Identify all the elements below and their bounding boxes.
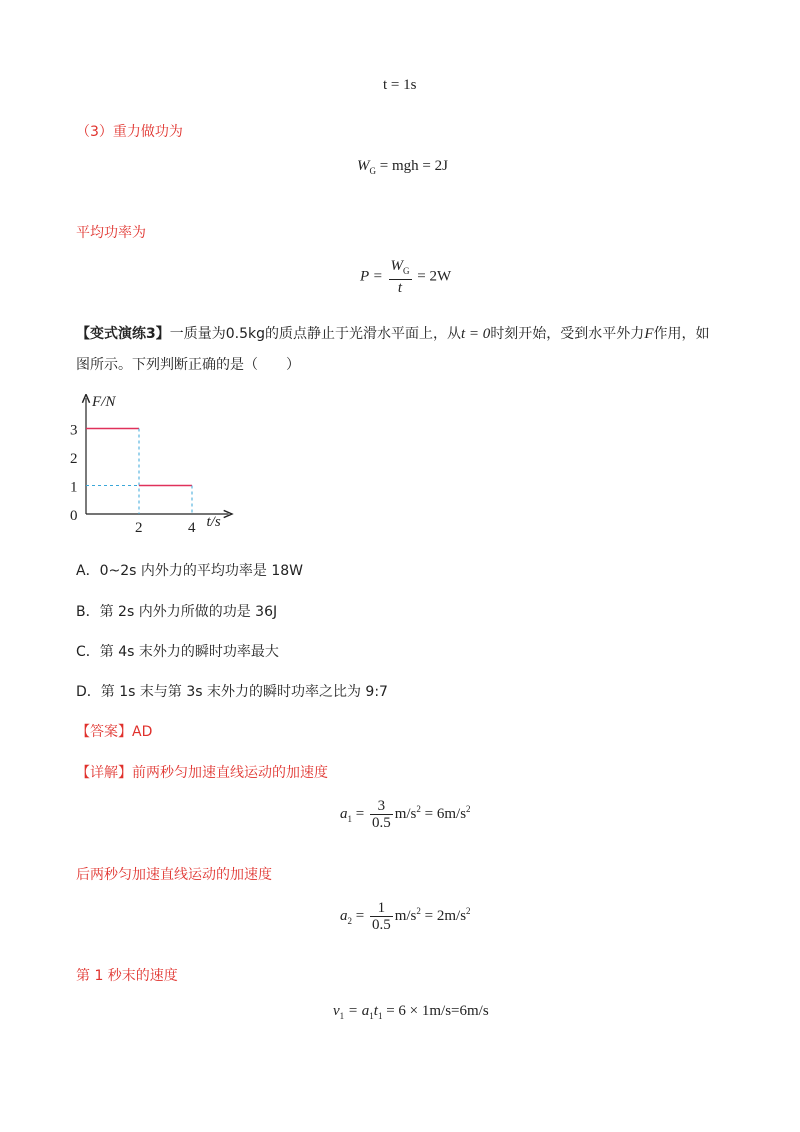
problem-text-a: 一质量为0.5kg的质点静止于光滑水平面上，从	[169, 326, 462, 342]
power-lhs: P =	[360, 268, 383, 285]
v1-t-sub: 1	[377, 1011, 383, 1021]
y-tick-label-3: 3	[70, 422, 78, 439]
a1-numerator: 3	[370, 798, 393, 815]
work-equation	[357, 158, 448, 176]
v1-symbol: v	[333, 1003, 340, 1019]
a1-unit-exp: 2	[416, 803, 421, 814]
work-subscript: G	[369, 166, 376, 176]
a2-unit: m/s	[394, 907, 417, 924]
a2-rhs: = 2m/s	[420, 907, 467, 924]
v1-equation	[333, 1003, 489, 1021]
problem-line-1	[76, 323, 709, 343]
part3-heading: （3）重力做功为	[76, 124, 183, 140]
power-numerator	[389, 258, 412, 280]
avg-power-heading: 平均功率为	[76, 225, 146, 241]
a2-fraction	[370, 900, 393, 933]
t-result-equation	[383, 77, 416, 94]
answer-value: AD	[132, 724, 153, 740]
detail-text-1: 前两秒匀加速直线运动的加速度	[132, 765, 328, 781]
power-num-symbol: W	[390, 258, 404, 274]
y-tick-label-2: 2	[70, 451, 78, 467]
a1-denominator: 0.5	[371, 815, 391, 831]
a2-subscript: 2	[347, 915, 352, 926]
a2-unit-exp: 2	[416, 905, 421, 916]
t0-symbol: t = 0	[461, 326, 491, 342]
option-c: C．第 4s 末外力的瞬时功率最大	[76, 644, 279, 660]
problem-label: 【变式演练3】	[76, 326, 170, 342]
a1-rhs: = 6m/s	[420, 805, 467, 822]
problem-text-c: 作用，如	[653, 326, 710, 342]
a2-symbol: a	[340, 907, 348, 924]
work-symbol: W	[357, 158, 370, 174]
x-axis-label: t/s	[206, 514, 221, 530]
answer-line	[76, 721, 152, 741]
v1-mid: = a	[347, 1003, 370, 1019]
v1-rhs: = 6 × 1m/s=6m/s	[382, 1003, 489, 1019]
problem-line-2: 图所示。下列判断正确的是（ ）	[76, 357, 300, 373]
a1-symbol: a	[340, 805, 348, 822]
y-tick-label-1: 1	[70, 479, 78, 496]
detail-line-2: 后两秒匀加速直线运动的加速度	[76, 867, 272, 883]
v1-t: t	[373, 1003, 378, 1019]
x-tick-label-4: 4	[188, 520, 196, 534]
option-d: D．第 1s 末与第 3s 末外力的瞬时功率之比为 9:7	[76, 684, 388, 700]
work-rhs: = mgh = 2J	[376, 158, 448, 174]
y-axis-label: F/N	[92, 394, 116, 410]
power-rhs: = 2W	[417, 268, 452, 285]
a1-unit: m/s	[394, 805, 417, 822]
a1-equation: $a_1$ = $\frac{3}{0.5}$ $m/s^2 = 6m/s^2$	[340, 798, 471, 831]
a2-denominator: 0.5	[371, 917, 391, 933]
option-a: A．0~2s 内外力的平均功率是 18W	[76, 563, 303, 579]
a1-rhs-exp: 2	[466, 803, 471, 814]
power-den-symbol: t	[397, 280, 403, 296]
power-equation	[360, 258, 451, 296]
a1-fraction	[370, 798, 393, 831]
v1-subscript: 1	[339, 1011, 345, 1021]
v1-mid-sub: 1	[369, 1011, 374, 1021]
t-result-text: t = 1s	[383, 77, 417, 93]
detail-label: 【详解】	[76, 765, 132, 781]
power-num-sub: G	[403, 266, 410, 276]
power-fraction	[389, 258, 412, 296]
detail-line-3: 第 1 秒末的速度	[76, 968, 178, 984]
option-b: B．第 2s 内外力所做的功是 36J	[76, 604, 278, 620]
problem-text-b: 时刻开始，受到水平外力	[490, 326, 645, 342]
power-denominator	[389, 280, 412, 296]
a2-rhs-exp: 2	[466, 905, 471, 916]
a2-numerator: 1	[370, 900, 393, 917]
detail-line-1	[76, 762, 328, 782]
a2-equation: $a_2$ = $\frac{1}{0.5}$ $m/s^2 = 2m/s^2$	[340, 900, 471, 933]
force-time-chart	[60, 394, 260, 534]
answer-label: 【答案】	[76, 724, 132, 740]
x-tick-label-2: 2	[135, 520, 143, 534]
y-tick-label-0: 0	[70, 508, 78, 524]
a1-subscript: 1	[347, 813, 352, 824]
force-symbol: F	[644, 326, 654, 342]
